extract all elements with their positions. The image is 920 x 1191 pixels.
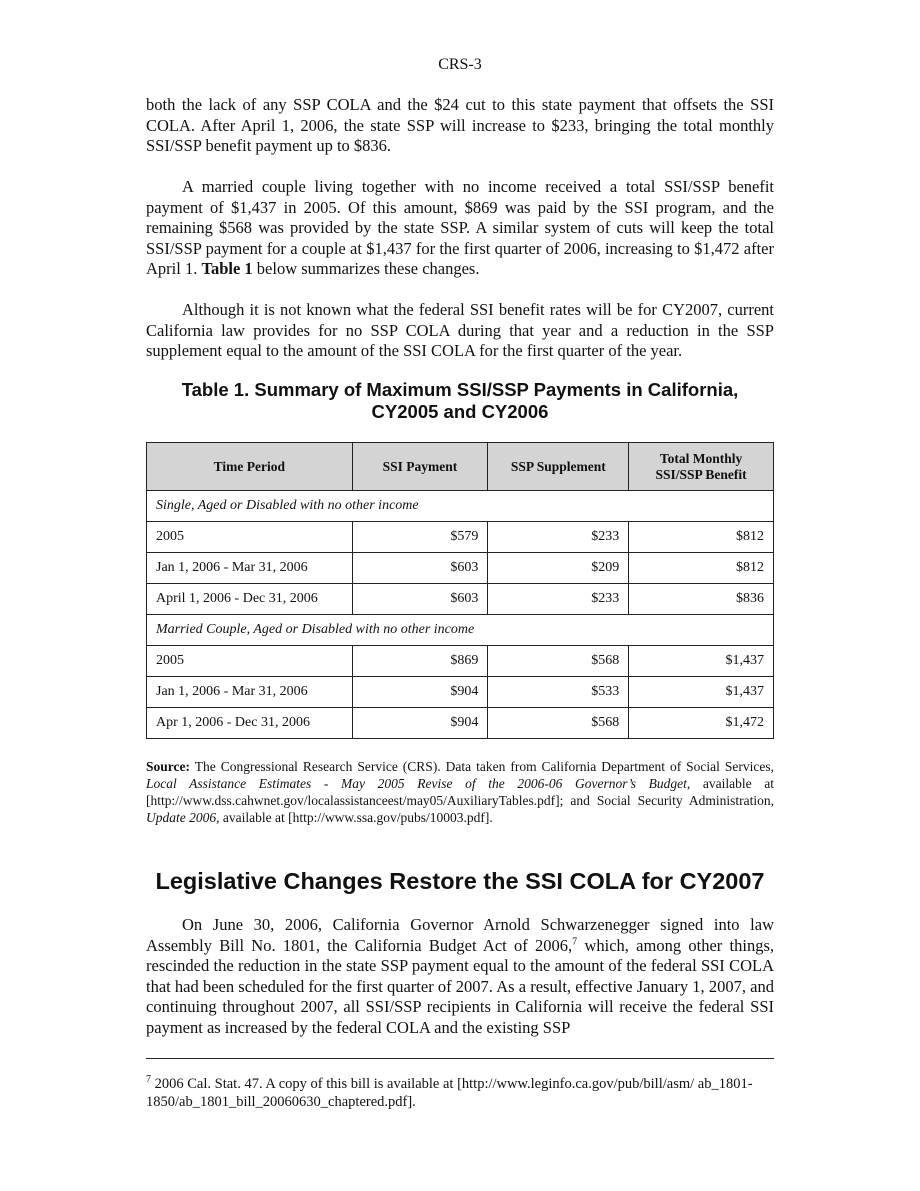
section-heading: Legislative Changes Restore the SSI COLA for CY2007 bbox=[155, 868, 765, 894]
cell-ssi: $579 bbox=[352, 522, 488, 553]
source-label: Source: bbox=[146, 759, 190, 774]
section-paragraph-text: On June 30, 2006, California Governor Arnold Schwarzenegger signed into law Assembly Bill No. 1801, the California Budget Act of 2006, bbox=[146, 915, 774, 955]
cell-ssp: $233 bbox=[488, 522, 629, 553]
source-title-2: Update 2006 bbox=[146, 810, 217, 825]
cell-period: April 1, 2006 - Dec 31, 2006 bbox=[147, 584, 353, 615]
paragraph-2 bbox=[146, 177, 774, 280]
cell-total: $1,437 bbox=[629, 677, 774, 708]
table-reference: Table 1 bbox=[201, 259, 253, 279]
table-header-row bbox=[147, 443, 774, 491]
table-title-line-1: Table 1. Summary of Maximum SSI/SSP Payments in California, bbox=[181, 379, 739, 400]
cell-period: Apr 1, 2006 - Dec 31, 2006 bbox=[147, 708, 353, 739]
source-title-1: Local Assistance Estimates - May 2005 Revise of the 2006-06 Governor’s Budget bbox=[146, 776, 687, 791]
header-total-line-1: Total Monthly bbox=[659, 450, 743, 466]
table-row bbox=[147, 646, 774, 677]
group-label: Married Couple, Aged or Disabled with no other income bbox=[147, 615, 774, 646]
summary-table bbox=[146, 442, 774, 739]
source-text-3: , available at [http://www.ssa.gov/pubs/10003.pdf]. bbox=[216, 810, 493, 825]
cell-ssp: $533 bbox=[488, 677, 629, 708]
paragraph-3: Although it is not known what the federal SSI benefit rates will be for CY2007, current California law provides for no SSP COLA during that year and a reduction in the SSP supplement equal to the amount of the SSI COLA for the first quarter of the year. bbox=[146, 300, 774, 361]
cell-ssi: $603 bbox=[352, 553, 488, 584]
cell-total: $1,472 bbox=[629, 708, 774, 739]
footnote-text: 2006 Cal. Stat. 47. A copy of this bill is available at [http://www.leginfo.ca.gov/pub/bill/asm/ ab_1801-1850/ab_1801_bill_20060630_chaptered.pdf]. bbox=[146, 1076, 753, 1110]
table-title-line-2: CY2005 and CY2006 bbox=[371, 401, 549, 422]
cell-ssp: $568 bbox=[488, 646, 629, 677]
paragraph-2-tail: below summarizes these changes. bbox=[252, 259, 480, 279]
footnote-reference[interactable]: 7 bbox=[572, 936, 578, 948]
table-row bbox=[147, 584, 774, 615]
source-text-2: , available at [http://www.dss.cahwnet.gov/localassistanceest/may05/AuxiliaryTables.pdf]; and Social Security Administration, bbox=[146, 776, 774, 808]
source-text-1: The Congressional Research Service (CRS). Data taken from California Department of Social Services, bbox=[190, 759, 774, 774]
cell-period: 2005 bbox=[147, 646, 353, 677]
header-ssi-payment: SSI Payment bbox=[352, 443, 488, 491]
cell-period: Jan 1, 2006 - Mar 31, 2006 bbox=[147, 553, 353, 584]
header-ssp-supplement: SSP Supplement bbox=[488, 443, 629, 491]
cell-ssi: $904 bbox=[352, 708, 488, 739]
cell-ssi: $869 bbox=[352, 646, 488, 677]
cell-total: $1,437 bbox=[629, 646, 774, 677]
group-row-single bbox=[147, 491, 774, 522]
footnote bbox=[146, 1075, 774, 1111]
table-row bbox=[147, 708, 774, 739]
footnote-divider bbox=[146, 1058, 774, 1059]
group-label: Single, Aged or Disabled with no other income bbox=[147, 491, 774, 522]
cell-ssi: $904 bbox=[352, 677, 488, 708]
cell-total: $812 bbox=[629, 553, 774, 584]
table-row bbox=[147, 522, 774, 553]
section-paragraph bbox=[146, 915, 774, 1039]
cell-total: $812 bbox=[629, 522, 774, 553]
cell-ssp: $209 bbox=[488, 553, 629, 584]
footnote-number: 7 bbox=[146, 1074, 151, 1086]
page-number: CRS-3 bbox=[438, 56, 482, 73]
header-total-benefit bbox=[629, 443, 774, 491]
header-total-line-2: SSI/SSP Benefit bbox=[655, 466, 747, 482]
table-source-note bbox=[146, 758, 774, 826]
paragraph-2-text: A married couple living together with no income received a total SSI/SSP benefit payment of $1,437 in 2005. Of this amount, $869 was paid by the SSI program, and the remaining $568 was provided by the state SSP. A similar system of cuts will keep the total SSI/SSP payment for a couple at $1,437 for the first quarter of 2006, increasing to $1,472 after April 1. bbox=[146, 177, 774, 279]
section-paragraph-tail: which, among other things, rescinded the reduction in the state SSP payment equal to the amount of the federal SSI COLA that had been scheduled for the first quarter of 2007. As a result, effective January 1, 2007, and continuing throughout 2007, all SSI/SSP recipients in California will receive the federal SSI payment as increased by the federal COLA and the existing SSP bbox=[146, 935, 775, 1037]
cell-ssp: $233 bbox=[488, 584, 629, 615]
cell-ssi: $603 bbox=[352, 584, 488, 615]
cell-ssp: $568 bbox=[488, 708, 629, 739]
cell-period: 2005 bbox=[147, 522, 353, 553]
header-time-period: Time Period bbox=[147, 443, 353, 491]
table-row bbox=[147, 677, 774, 708]
table-title bbox=[146, 379, 774, 423]
paragraph-1: both the lack of any SSP COLA and the $24 cut to this state payment that offsets the SSI COLA. After April 1, 2006, the state SSP will increase to $233, bringing the total monthly SSI/SSP benefit payment up to $836. bbox=[146, 95, 774, 156]
group-row-married bbox=[147, 615, 774, 646]
table-row bbox=[147, 553, 774, 584]
cell-period: Jan 1, 2006 - Mar 31, 2006 bbox=[147, 677, 353, 708]
cell-total: $836 bbox=[629, 584, 774, 615]
